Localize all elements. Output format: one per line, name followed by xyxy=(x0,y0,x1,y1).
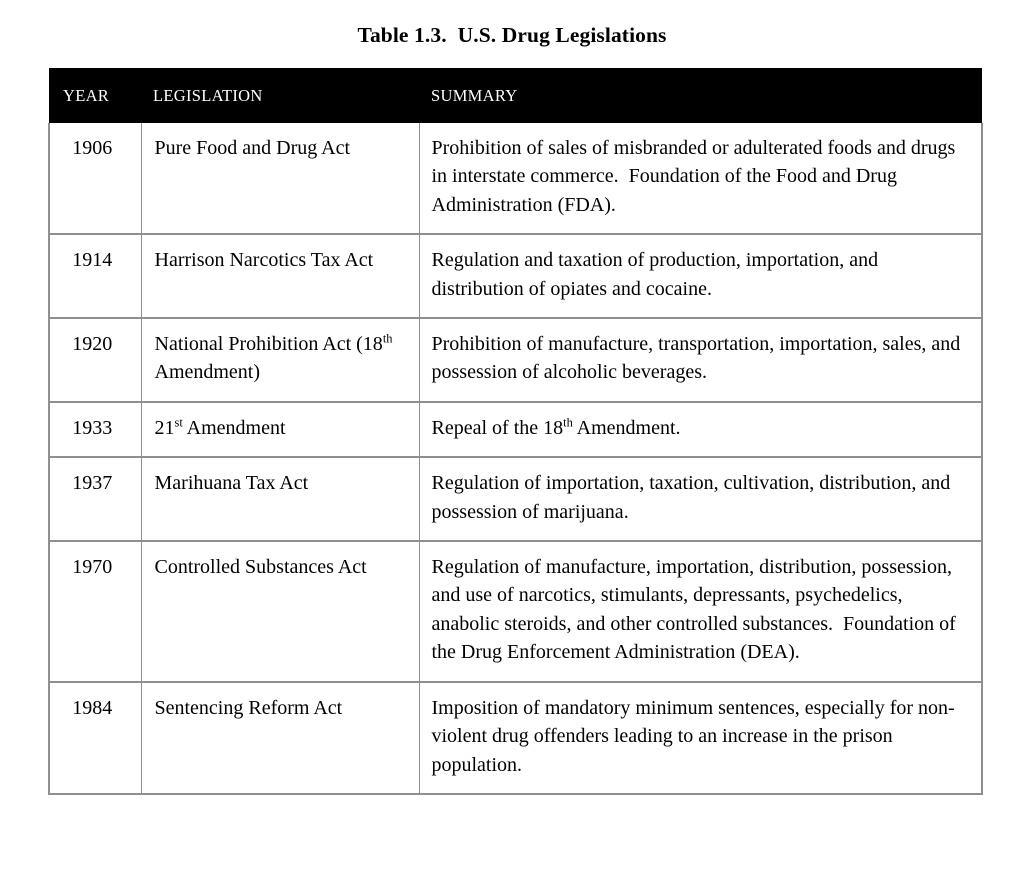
cell-summary: Regulation of importation, taxation, cultivation, distribution, and possession of marijuana. xyxy=(419,457,982,541)
table-header-row xyxy=(49,68,982,123)
cell-summary: Regulation of manufacture, importation, distribution, possession, and use of narcotics, stimulants, depressants, psychedelics, anabolic steroids, and other controlled substances. Foundation of the Drug Enforcement Administration (DEA). xyxy=(419,541,982,682)
table-row xyxy=(49,457,982,541)
cell-legislation: Pure Food and Drug Act xyxy=(141,123,419,234)
table-row xyxy=(49,318,982,402)
cell-summary: Regulation and taxation of production, importation, and distribution of opiates and cocaine. xyxy=(419,234,982,318)
drug-legislations-table xyxy=(48,68,983,795)
cell-legislation: Sentencing Reform Act xyxy=(141,682,419,794)
cell-year: 1914 xyxy=(49,234,141,318)
cell-year: 1906 xyxy=(49,123,141,234)
table-row xyxy=(49,682,982,794)
column-header-legislation: LEGISLATION xyxy=(141,68,419,123)
column-header-year: YEAR xyxy=(49,68,141,123)
table-row xyxy=(49,234,982,318)
cell-summary: Repeal of the 18th Amendment. xyxy=(419,402,982,457)
cell-legislation: 21st Amendment xyxy=(141,402,419,457)
cell-legislation: Marihuana Tax Act xyxy=(141,457,419,541)
cell-year: 1970 xyxy=(49,541,141,682)
table-row xyxy=(49,541,982,682)
cell-year: 1933 xyxy=(49,402,141,457)
table-header xyxy=(49,68,982,123)
page-title: Table 1.3. U.S. Drug Legislations xyxy=(357,23,667,47)
cell-year: 1984 xyxy=(49,682,141,794)
table-body xyxy=(49,123,982,794)
cell-summary: Prohibition of manufacture, transportation, importation, sales, and possession of alcoholic beverages. xyxy=(419,318,982,402)
cell-summary: Prohibition of sales of misbranded or adulterated foods and drugs in interstate commerce. Foundation of the Food and Drug Administration (FDA). xyxy=(419,123,982,234)
table-row xyxy=(49,123,982,234)
column-header-summary: SUMMARY xyxy=(419,68,982,123)
cell-legislation: National Prohibition Act (18th Amendment) xyxy=(141,318,419,402)
cell-year: 1920 xyxy=(49,318,141,402)
cell-legislation: Controlled Substances Act xyxy=(141,541,419,682)
cell-summary: Imposition of mandatory minimum sentences, especially for non-violent drug offenders leading to an increase in the prison population. xyxy=(419,682,982,794)
cell-year: 1937 xyxy=(49,457,141,541)
cell-legislation: Harrison Narcotics Tax Act xyxy=(141,234,419,318)
table-row xyxy=(49,402,982,457)
